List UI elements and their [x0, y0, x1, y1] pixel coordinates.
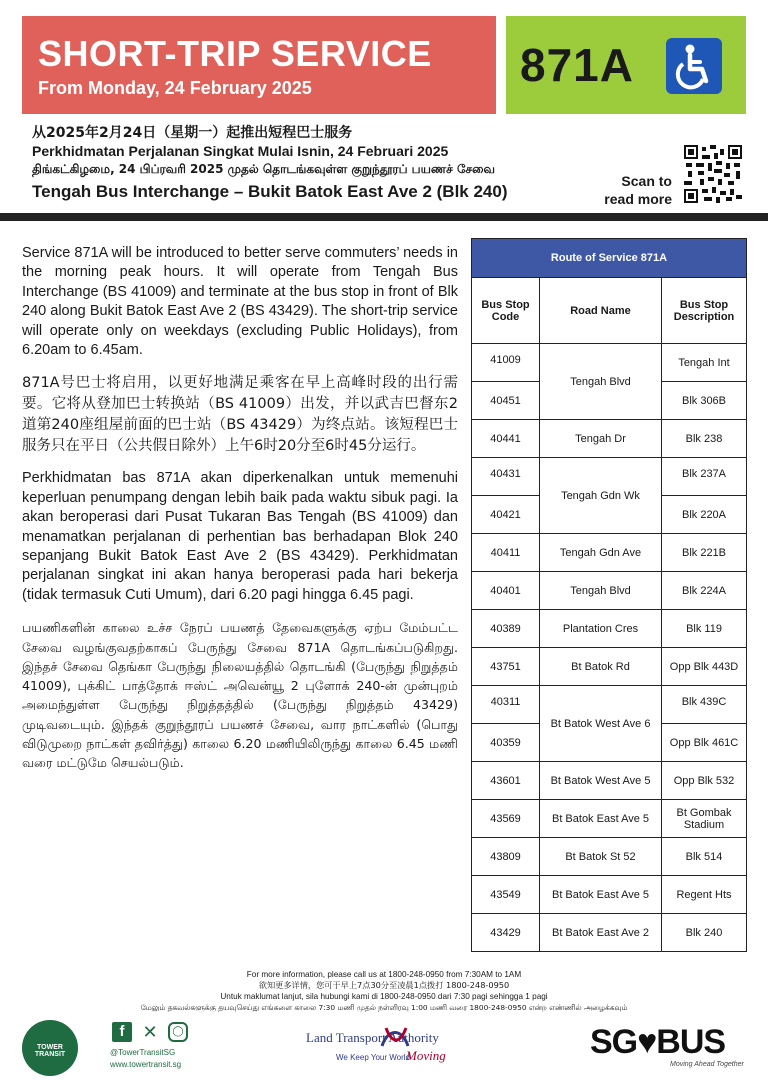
- contact-chinese: 欲知更多详情，您可于早上7点30分至凌晨1点拨打 1800-248-0950: [258, 980, 510, 990]
- stop-code: 40431: [472, 458, 540, 496]
- table-row: [472, 648, 747, 686]
- stop-description: Blk 306B: [662, 382, 747, 420]
- header-divider: [0, 213, 768, 221]
- scan-line-1: Scan to: [621, 173, 672, 189]
- stop-description: Blk 119: [662, 610, 747, 648]
- stop-code: 40359: [472, 724, 540, 762]
- stop-description: Tengah Int: [662, 344, 747, 382]
- table-row: [472, 458, 747, 496]
- stop-code: 40411: [472, 534, 540, 572]
- stop-code: 43751: [472, 648, 540, 686]
- stop-description: Blk 237A: [662, 458, 747, 496]
- stop-code: 40421: [472, 496, 540, 534]
- table-row: [472, 876, 747, 914]
- lta-logo-icon: [378, 1024, 412, 1050]
- stop-description: Blk 221B: [662, 534, 747, 572]
- scan-line-2: read more: [604, 191, 672, 207]
- column-header-road: Road Name: [540, 278, 662, 344]
- stop-description: Bt Gombak Stadium: [662, 800, 747, 838]
- instagram-icon[interactable]: ◯: [168, 1022, 188, 1042]
- stop-code: 40441: [472, 420, 540, 458]
- stop-code: 43429: [472, 914, 540, 952]
- table-row: [472, 838, 747, 876]
- stop-description: Opp Blk 461C: [662, 724, 747, 762]
- stop-description: Opp Blk 443D: [662, 648, 747, 686]
- table-row: [472, 534, 747, 572]
- scan-label: [590, 172, 672, 208]
- tower-transit-logo: [22, 1020, 78, 1076]
- contact-tamil: மேலும் தகவல்களுக்கு தயவுசெய்து எங்களை காலை 7:30 மணி முதல் நள்ளிரவு 1:00 மணி வரை 1800-248-0950 என்ற எண்ணில் அழைக்கவும்: [140, 1003, 628, 1012]
- facebook-icon[interactable]: f: [112, 1022, 132, 1042]
- stop-code: 40451: [472, 382, 540, 420]
- road-name: Bt Batok St 52: [540, 838, 662, 876]
- road-name: Tengah Blvd: [540, 344, 662, 420]
- road-name: Bt Batok Rd: [540, 648, 662, 686]
- road-name: Bt Batok East Ave 5: [540, 876, 662, 914]
- description-tamil: பயணிகளின் காலை உச்ச நேரப் பயணத் தேவைகளுக்கு ஏற்ப மேம்பட்ட சேவை வழங்குவதற்காகப் பேருந்து சேவை 871A தொடங்கப்படுகிறது. இந்தச் சேவை தெங்கா பேருந்து நிலையத்தில் தொடங்கி (பேருந்து நிறுத்தம் 41009), புக்கிட் பாத்தோக் ஈஸ்ட் அவென்யூ 2 புளோக் 240-ன் முன்புறம் அமைந்துள்ள பேருந்து நிறுத்தத்தில் (பேருந்து நிறுத்தம் 43429) முடிவடையும். இந்தக் குறுந்தூரப் பயணச் சேவை, வார நாட்களில் (பொது விடுமுறை நாட்கள் தவிர்த்து) காலை 6.20 மணியிலிருந்து காலை 6.45 மணி வரை மட்டுமே செயல்படும்.: [22, 620, 458, 771]
- stop-description: Blk 439C: [662, 686, 747, 724]
- table-row: [472, 762, 747, 800]
- description-english: Service 871A will be introduced to better serve commuters’ needs in the morning peak hours. It will operate from Tengah Bus Interchange (BS 41009) and terminate at the bus stop in front of Blk 240 along Bukit Batok East Ave 2 (BS 43429). The short-trip service will operate only on weekdays (excluding Public Holidays), from 6.20am to 6.45am.: [22, 245, 458, 359]
- table-row: [472, 914, 747, 952]
- route-table-title: Route of Service 871A: [472, 239, 747, 278]
- sgbus-logo: SG♥BUS: [590, 1023, 726, 1061]
- road-name: Tengah Gdn Wk: [540, 458, 662, 534]
- banner-title: SHORT-TRIP SERVICE: [38, 33, 432, 74]
- stop-code: 40389: [472, 610, 540, 648]
- banner-date: From Monday, 24 February 2025: [38, 78, 312, 98]
- wheelchair-icon: [666, 38, 722, 94]
- stop-code: 40311: [472, 686, 540, 724]
- description-malay: Perkhidmatan bas 871A akan diperkenalkan untuk memenuhi keperluan penumpang dengan lebih baik pada waktu sibuk pagi. Ia akan beroperasi dari Pusat Tukaran Bas Tengah (BS 41009) dan menamatkan perjalanan di perhentian bas berhadapan Blok 240 sepanjang Bukit Batok East Ave 2 (BS 43429). Perkhidmatan perjalanan singkat ini akan hanya beroperasi pada hari bekerja (tidak termasuk Cuti Umum), dari 6.20 pagi hingga 6.45 pagi.: [22, 470, 458, 603]
- stop-code: 43569: [472, 800, 540, 838]
- description-chinese: 871A号巴士将启用，以更好地满足乘客在早上高峰时段的出行需要。它将从登加巴士转换站（BS 41009）出发，并以武吉巴督东2道第240座组屋前面的巴士站（BS 43429）为终点站。该短程巴士服务只在平日（公共假日除外）上午6时20分至6时45分运行。: [22, 375, 458, 455]
- subtitle-chinese: 从2025年2月24日（星期一）起推出短程巴士服务: [32, 125, 353, 141]
- contact-info: [0, 969, 768, 1013]
- subtitle-malay: Perkhidmatan Perjalanan Singkat Mulai Isnin, 24 Februari 2025: [32, 143, 449, 159]
- sgbus-tagline: Moving Ahead Together: [670, 1061, 744, 1068]
- stop-code: 40401: [472, 572, 540, 610]
- table-row: [472, 800, 747, 838]
- stop-description: Opp Blk 532: [662, 762, 747, 800]
- tower-transit-logo-text: TOWER TRANSIT: [34, 1044, 66, 1058]
- table-row: [472, 686, 747, 724]
- stop-code: 43809: [472, 838, 540, 876]
- road-name: Tengah Dr: [540, 420, 662, 458]
- contact-malay: Untuk maklumat lanjut, sila hubungi kami di 1800-248-0950 dari 7:30 pagi sehingga 1 pagi: [220, 992, 548, 1001]
- stop-code: 43601: [472, 762, 540, 800]
- lta-logo-name: Land Transport Authority: [306, 1030, 439, 1045]
- website-link[interactable]: www.towertransit.sg: [110, 1060, 182, 1069]
- table-row: [472, 420, 747, 458]
- stop-description: Regent Hts: [662, 876, 747, 914]
- x-icon[interactable]: ✕: [142, 1022, 158, 1042]
- stop-description: Blk 224A: [662, 572, 747, 610]
- social-icons: [112, 1022, 188, 1042]
- stop-code: 41009: [472, 344, 540, 382]
- road-name: Bt Batok West Ave 5: [540, 762, 662, 800]
- banner-title-block: [22, 16, 496, 114]
- lta-tagline-moving: Moving: [406, 1048, 446, 1063]
- road-name: Bt Batok East Ave 5: [540, 800, 662, 838]
- route-table: [471, 238, 747, 952]
- qr-code-icon[interactable]: [684, 145, 742, 203]
- road-name: Bt Batok West Ave 6: [540, 686, 662, 762]
- column-header-code: Bus Stop Code: [472, 278, 540, 344]
- service-number: 871A: [520, 39, 634, 91]
- social-handle[interactable]: @TowerTransitSG: [110, 1048, 176, 1057]
- subtitle-block: [32, 124, 572, 204]
- contact-english: For more information, please call us at 1800-248-0950 from 7:30AM to 1AM: [246, 970, 522, 979]
- stop-description: Blk 240: [662, 914, 747, 952]
- road-name: Tengah Gdn Ave: [540, 534, 662, 572]
- lta-tagline: We Keep Your World: [336, 1053, 410, 1062]
- stop-code: 43549: [472, 876, 540, 914]
- table-row: [472, 344, 747, 382]
- route-heading: Tengah Bus Interchange – Bukit Batok East Ave 2 (Blk 240): [32, 182, 508, 201]
- service-number-block: [506, 16, 746, 114]
- road-name: Tengah Blvd: [540, 572, 662, 610]
- stop-description: Blk 238: [662, 420, 747, 458]
- column-header-description: Bus Stop Description: [662, 278, 747, 344]
- stop-description: Blk 514: [662, 838, 747, 876]
- description-column: [22, 244, 458, 773]
- subtitle-tamil: திங்கட்கிழமை, 24 பிப்ரவரி 2025 முதல் தொடங்கவுள்ள குறுந்தூரப் பயணச் சேவை: [32, 162, 495, 176]
- road-name: Bt Batok East Ave 2: [540, 914, 662, 952]
- table-row: [472, 572, 747, 610]
- road-name: Plantation Cres: [540, 610, 662, 648]
- stop-description: Blk 220A: [662, 496, 747, 534]
- table-row: [472, 610, 747, 648]
